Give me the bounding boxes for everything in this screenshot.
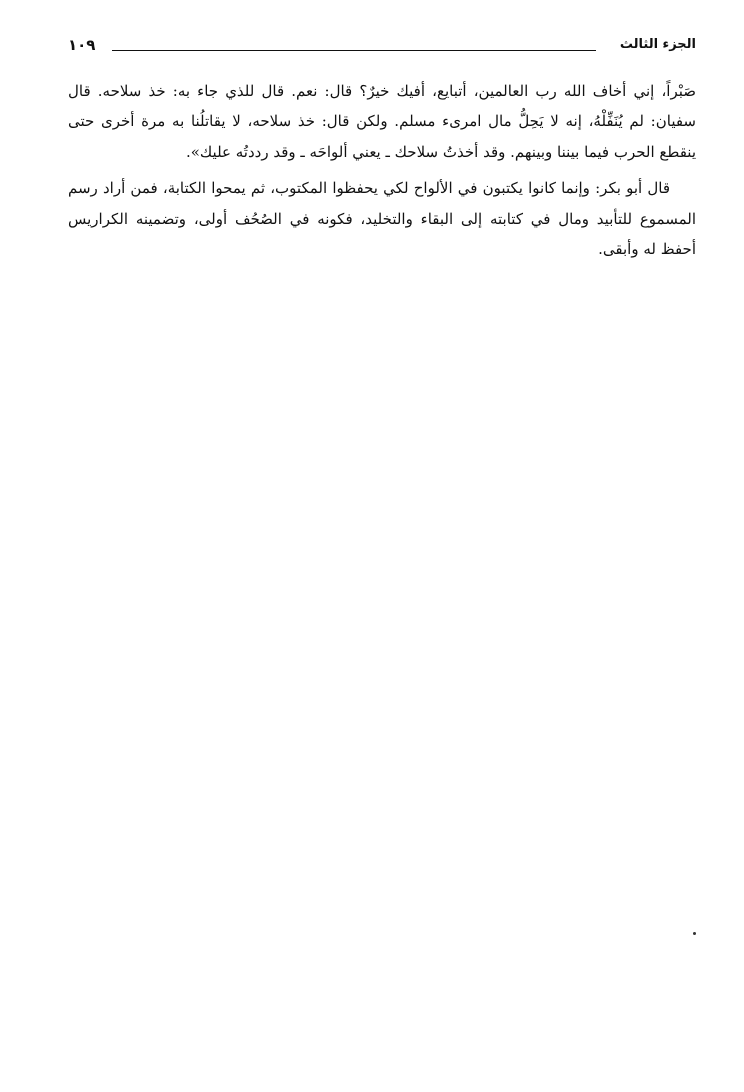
page-header: [68, 34, 696, 60]
running-title: الجزء الثالث: [619, 37, 696, 52]
body-text: [68, 76, 696, 264]
paragraph-2: قال أبو بكر: وإنما كانوا يكتبون في الألواح لكي يحفظوا المكتوب، ثم يمحوا الكتابة، فمن أراد رسم المسموع للتأبيد ومال في كتابته إلى البقاء والتخليد، فكونه في الصُحُف أولى، وتضمينه الكراريس أحفظ له وأبقى.: [68, 179, 696, 259]
header-rule: [112, 50, 596, 51]
stray-mark: [693, 932, 696, 935]
page-number: ١٠٩: [68, 36, 96, 54]
paragraph-1: صَبْراً، إني أخاف الله رب العالمين، أتبايع، أفيك خيرٌ؟ قال: نعم. قال للذي جاء به: خذ سلاحه. قال سفيان: لم يُنَفِّلْهُ، إنه لا يَحِلُّ مال امرىء مسلم. ولكن قال: خذ سلاحه، لا يقاتلُنا به مرة أخرى حتى ينقطع الحرب فيما بيننا وبينهم. وقد أخذتُ سلاحك ـ يعني ألواحَه ـ وقد رددتُه عليك».: [68, 82, 697, 161]
